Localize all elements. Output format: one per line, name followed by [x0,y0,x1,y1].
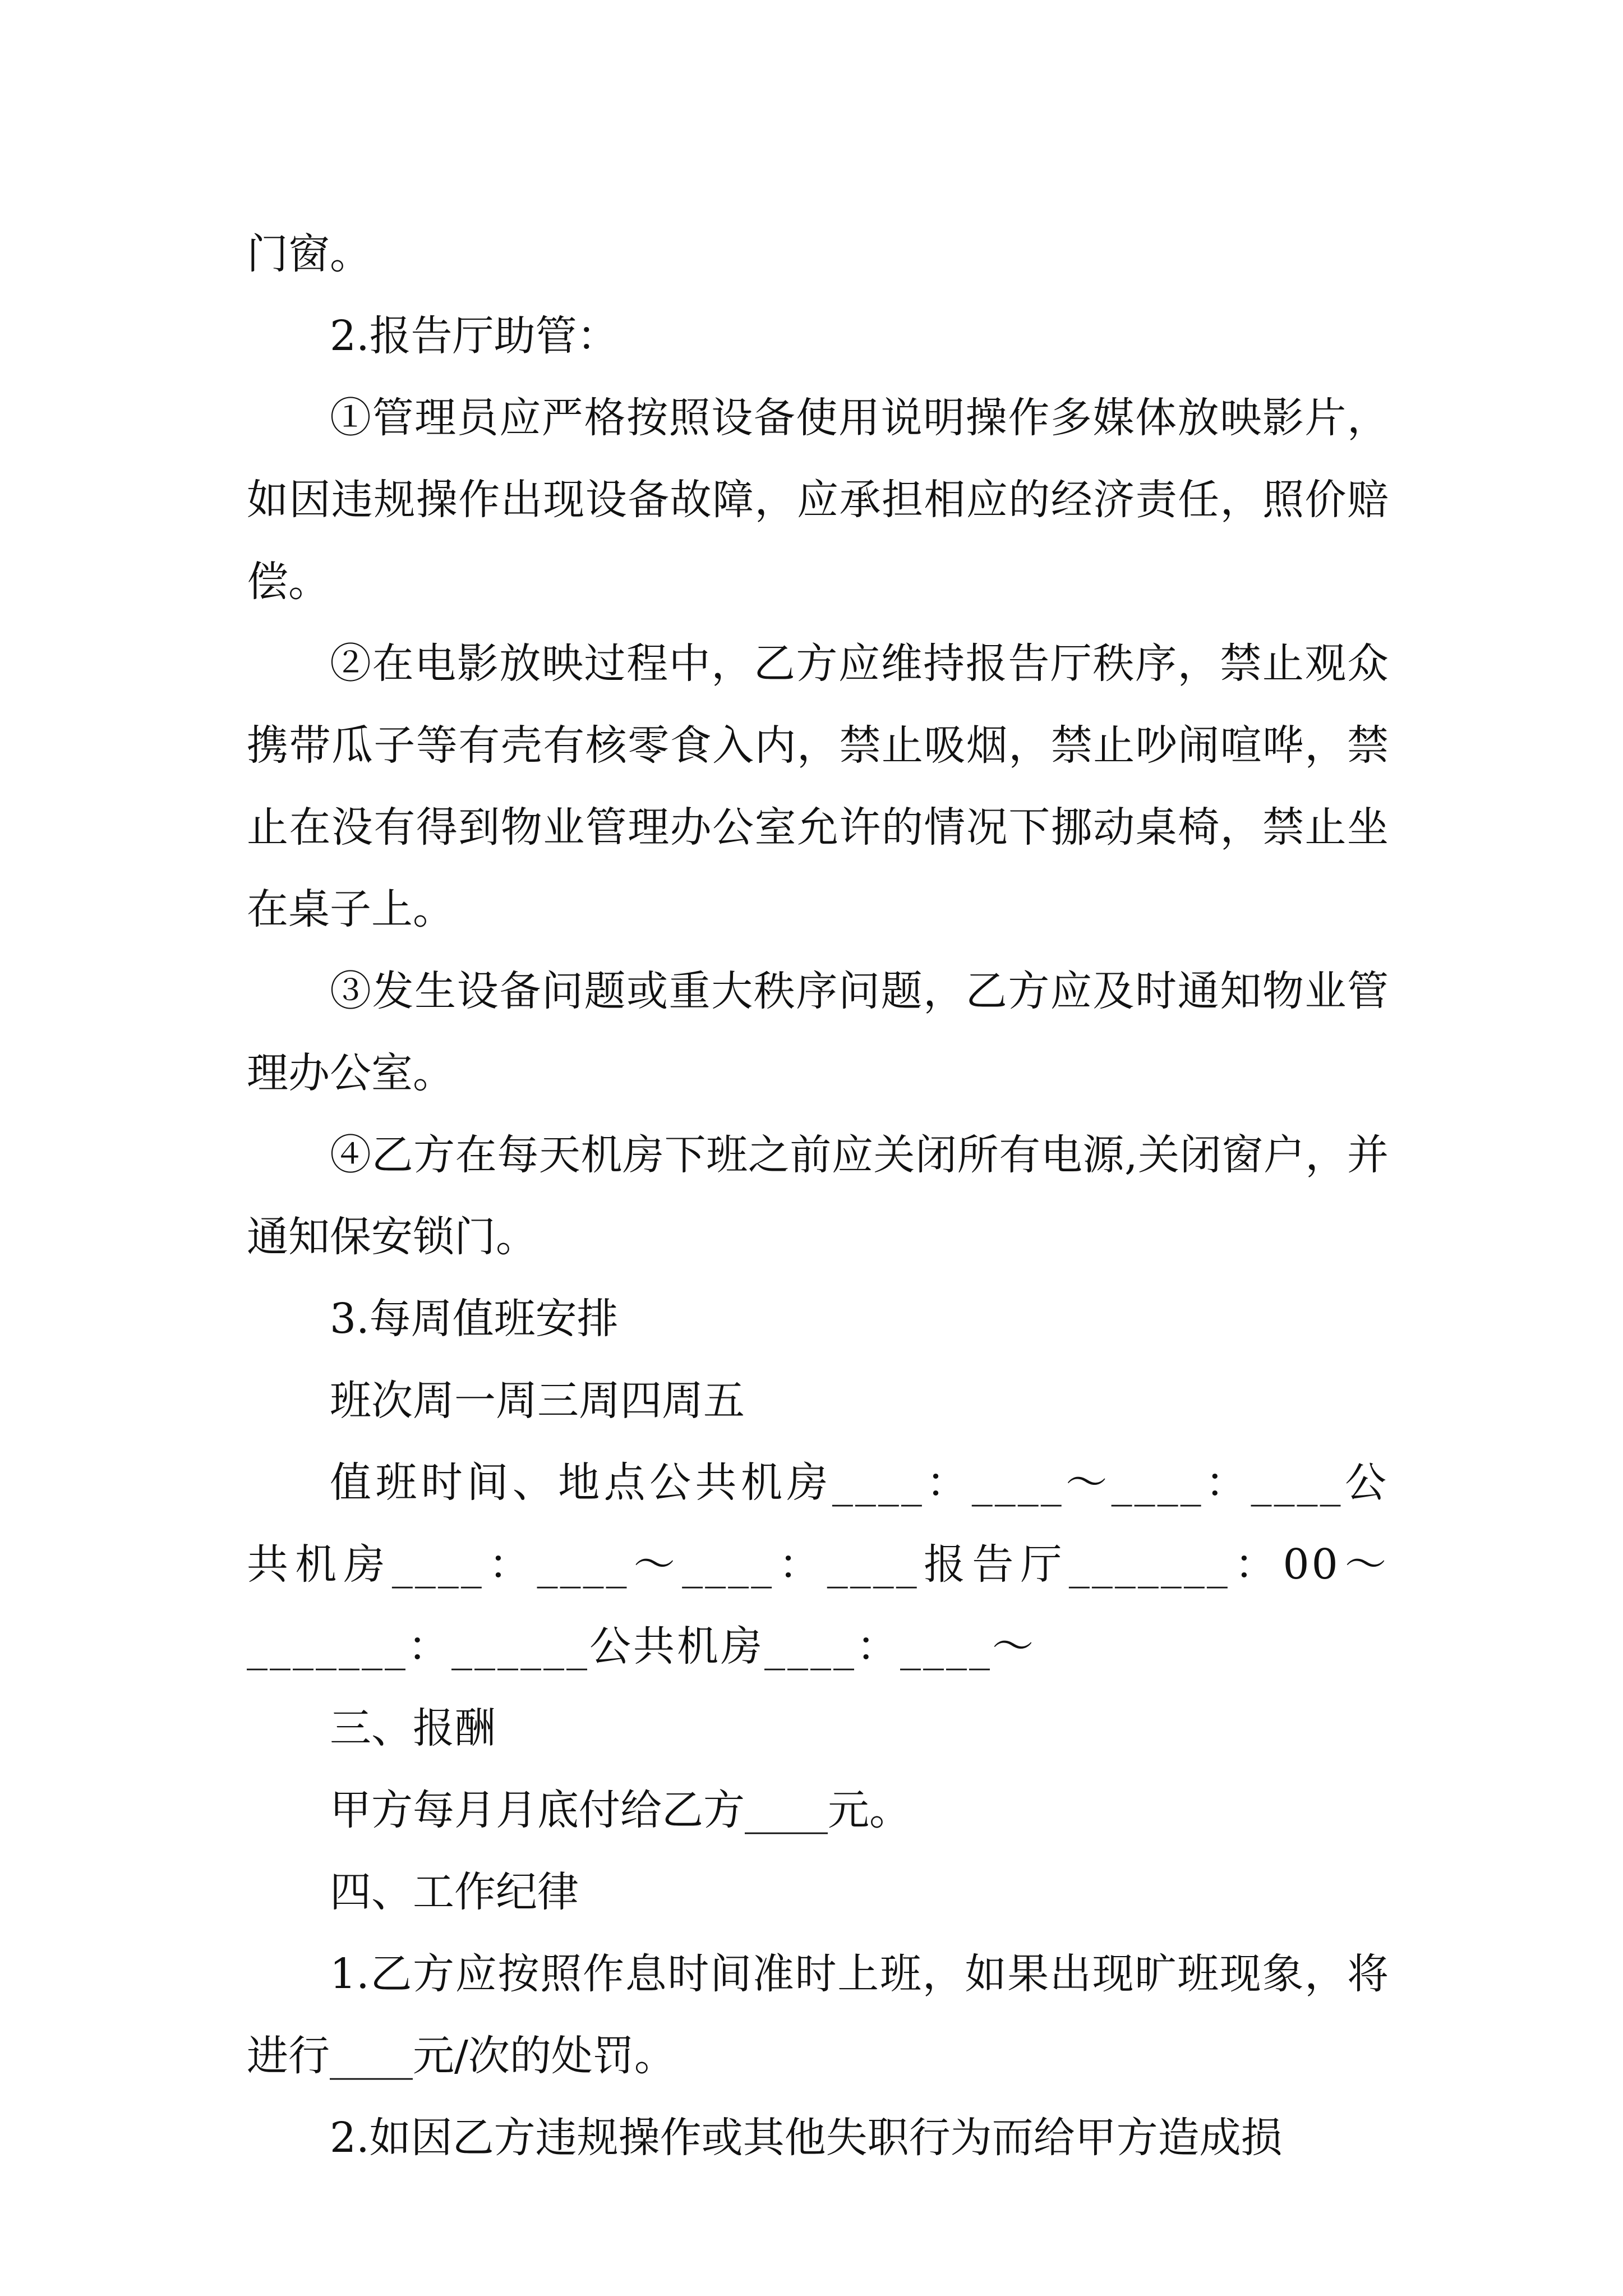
section-heading-remuneration: 三、报酬 [330,1704,496,1752]
paragraph-continuation: 门窗。 [247,230,371,278]
paragraph-heading-auditorium-assistant: 2.报告厅助管： [330,312,619,360]
document-body [247,213,1389,2179]
paragraph-discipline-1: 1.乙方应按照作息时间准时上班，如果出现旷班现象，将进行____元/次的处罚。 [247,1950,1389,2080]
paragraph-rule-1: ①管理员应严格按照设备使用说明操作多媒体放映影片，如因违规操作出现设备故障，应承担相应的经济责任，照价赔偿。 [247,394,1389,606]
paragraph-discipline-2: 2.如因乙方违规操作或其他失职行为而给甲方造成损 [330,2114,1283,2162]
paragraph-rule-2: ②在电影放映过程中，乙方应维持报告厅秩序，禁止观众携带瓜子等有壳有核零食入内，禁止吸烟，禁止吵闹喧哗，禁止在没有得到物业管理办公室允许的情况下挪动桌椅，禁止坐在桌子上。 [247,639,1389,933]
paragraph-rule-4: ④乙方在每天机房下班之前应关闭所有电源,关闭窗户，并通知保安锁门。 [247,1131,1389,1261]
paragraph-rule-3: ③发生设备问题或重大秩序问题，乙方应及时通知物业管理办公室。 [247,967,1389,1097]
paragraph-heading-weekly-duty: 3.每周值班安排 [330,1295,619,1343]
paragraph-shift-times: 值班时间、地点公共机房____：____～____：____公共机房____：____～____：____报告厅_______：00～_______：______公共机房____：____～ [247,1458,1389,1671]
paragraph-shift-days: 班次周一周三周四周五 [330,1377,745,1425]
section-heading-work-discipline: 四、工作纪律 [330,1868,579,1916]
paragraph-payment: 甲方每月月底付给乙方____元。 [330,1786,911,1834]
